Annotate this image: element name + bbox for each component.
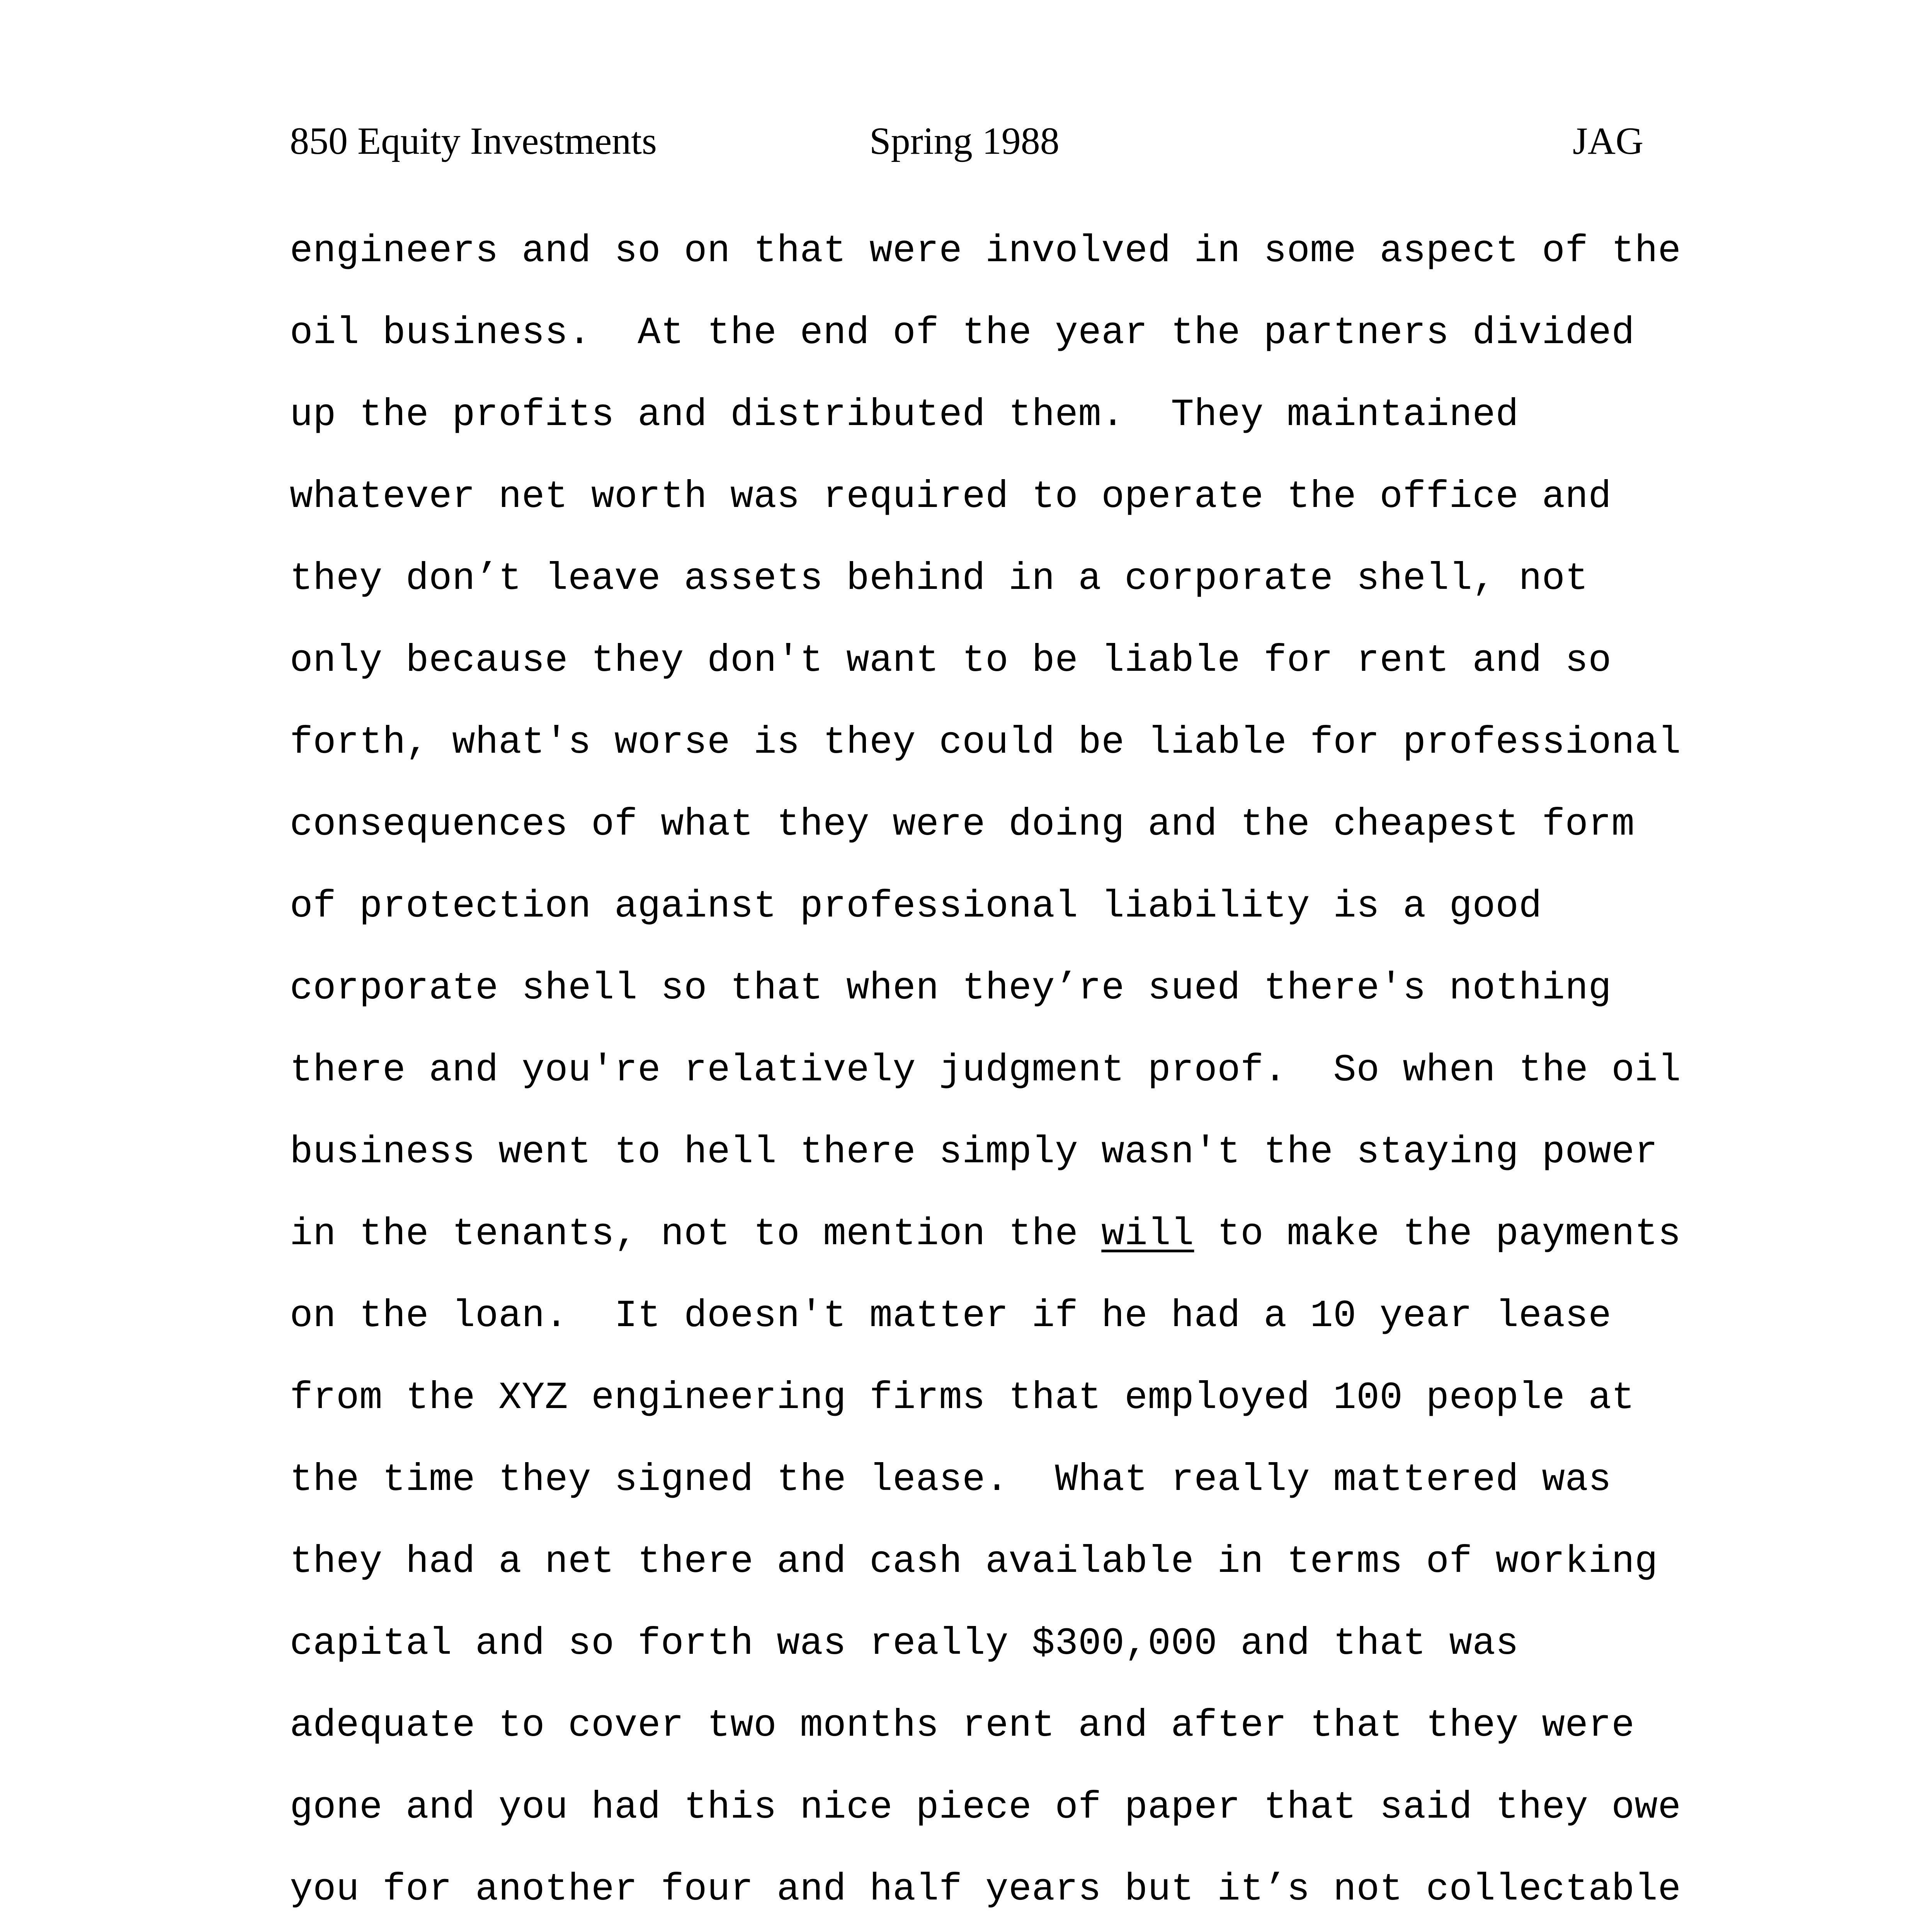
text-line: adequate to cover two months rent and after that they were [290, 1704, 1635, 1747]
text-line: gone and you had this nice piece of paper that said they owe [290, 1786, 1681, 1829]
text-line: on the loan. It doesn't matter if he had a 10 year lease [290, 1294, 1612, 1338]
text-line: whatever net worth was required to operate the office and [290, 475, 1612, 519]
text-line: oil business. At the end of the year the partners divided [290, 311, 1635, 355]
text-line: they had a net there and cash available in terms of working [290, 1540, 1658, 1583]
text-line: of protection against professional liability is a good [290, 885, 1542, 928]
text-line: up the profits and distributed them. They maintained [290, 393, 1519, 437]
text-line: there and you're relatively judgment proof. So when the oil [290, 1049, 1681, 1092]
text-segment: in the tenants, not to mention the [290, 1213, 1102, 1256]
course-title: 850 Equity Investments [290, 119, 657, 162]
text-line [290, 1203, 1719, 1285]
text-line: from the XYZ engineering firms that employed 100 people at [290, 1376, 1635, 1420]
transcript-body [290, 220, 1719, 1932]
text-line: capital and so forth was really $300,000 and that was [290, 1622, 1519, 1665]
text-segment: to make the payments [1194, 1213, 1681, 1256]
underlined-word: will [1101, 1213, 1194, 1256]
text-line: the time they signed the lease. What really mattered was [290, 1458, 1612, 1502]
text-line: corporate shell so that when they’re sued there's nothing [290, 967, 1612, 1010]
text-line: only because they don't want to be liable for rent and so [290, 639, 1612, 682]
author-initials: JAG [1573, 119, 1644, 162]
text-line: engineers and so on that were involved in some aspect of the [290, 230, 1681, 273]
page-header [0, 116, 1932, 166]
text-line: business went to hell there simply wasn't the staying power [290, 1131, 1658, 1174]
text-line: consequences of what they were doing and the cheapest form [290, 803, 1635, 846]
term-label: Spring 1988 [869, 119, 1060, 162]
text-line: you for another four and half years but it’s not collectable [290, 1868, 1681, 1911]
text-line: they don’t leave assets behind in a corporate shell, not [290, 557, 1588, 600]
text-line: forth, what's worse is they could be liable for professional [290, 721, 1681, 764]
